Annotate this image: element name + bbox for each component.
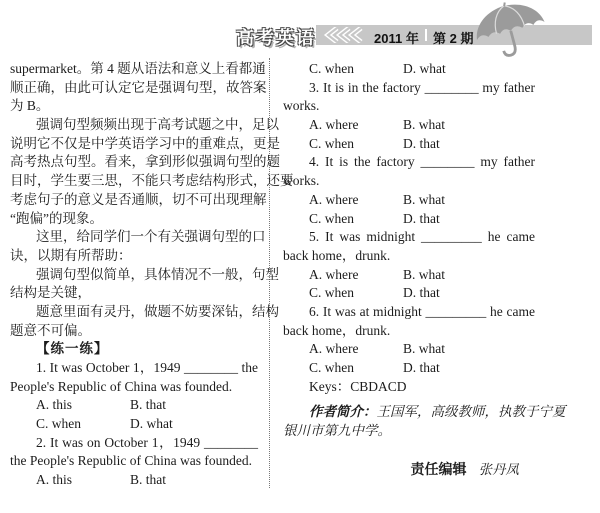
options-line: [283, 284, 535, 303]
option-a: A. where: [309, 191, 359, 207]
option-a: A. this: [36, 472, 73, 488]
options-line: [10, 415, 258, 434]
option-a: C. when: [309, 360, 354, 375]
option-a: A. where: [309, 341, 359, 357]
banner-issue: 第 2 期: [433, 31, 474, 46]
text-line: 说明它不仅是中学英语学习中的重难点，更是: [10, 135, 280, 151]
text-line: 5. It was midnight _________ he came: [309, 229, 535, 245]
text-line: 顺正确，由此可认定它是强调句型，故答案: [10, 79, 267, 95]
text-line: 强调句型似简单，具体情况不一般，句型: [36, 266, 279, 282]
option-b: B. that: [130, 472, 166, 488]
option-b: B. what: [403, 266, 445, 282]
editor-line: [283, 460, 535, 479]
spacer: [283, 441, 535, 460]
banner-separator: [425, 29, 427, 41]
options-line: [283, 191, 535, 210]
text-line: 目时，学生要三思，不能只考虑结构形式，还要: [10, 173, 294, 189]
options-line: [283, 266, 535, 285]
option-a: C. when: [36, 416, 81, 432]
options-line: [283, 210, 535, 229]
right-column: [283, 60, 566, 478]
label: 责任编辑: [410, 460, 467, 477]
label: 作者简介：: [309, 404, 377, 420]
option-a: A. where: [309, 117, 359, 133]
value: 张丹凤: [478, 461, 519, 477]
text-line: 强调句型频频出现于高考试题之中，足以: [36, 117, 279, 133]
text-line: People's Republic of China was founded.: [10, 378, 233, 394]
option-a: C. when: [309, 61, 354, 76]
text-line: 结构是关键，: [10, 285, 91, 301]
option-b: D. what: [403, 61, 446, 76]
option-a: C. when: [309, 210, 354, 226]
option-b: B. what: [403, 341, 445, 357]
text-line: back home，drunk.: [283, 322, 391, 338]
text-line: 1. It was October 1，1949 ________ the: [36, 360, 258, 375]
text-line: 2. It was on October 1，1949 ________: [36, 434, 258, 450]
text-line: works.: [283, 98, 320, 114]
options-line: [283, 340, 535, 359]
author-line: [283, 403, 566, 422]
options-line: [10, 471, 258, 490]
text-line: 诀，以期有所帮助：: [10, 247, 132, 263]
text-line: 【练一练】: [36, 341, 109, 357]
text-line: 这里，给同学们一个有关强调句型的口: [36, 229, 266, 245]
text-line: 题意不可偏。: [10, 322, 91, 338]
umbrella-icon: [470, 2, 550, 58]
option-b: D. that: [403, 360, 440, 375]
option-b: D. what: [130, 416, 173, 432]
option-b: B. what: [403, 191, 445, 207]
text-line: supermarket。第 4 题从语法和意义上看都通: [10, 61, 266, 76]
options-line: [283, 135, 535, 154]
option-b: B. what: [403, 117, 445, 133]
text-line: 题意里面有灵丹，做题不妨要深钻，结构: [36, 303, 279, 319]
text-line: 高考热点句型。看来，拿到形似强调句型的题: [10, 154, 280, 170]
text-line: “跑偏”的现象。: [10, 210, 103, 226]
option-a: C. when: [309, 285, 354, 301]
value: 王国军，高级教师，执教于宁夏: [376, 404, 566, 420]
option-a: A. where: [309, 266, 359, 282]
text-line: back home，drunk.: [283, 247, 391, 263]
option-b: D. that: [403, 210, 440, 226]
options-line: [10, 396, 258, 415]
option-a: C. when: [309, 135, 354, 151]
text-line: 4. It is the factory ________ my father: [309, 154, 535, 170]
banner-year: 2011 年: [374, 31, 419, 46]
option-b: D. that: [403, 285, 440, 301]
text-line: 3. It is in the factory ________ my father: [309, 79, 535, 95]
text-line: Keys：CBDACD: [309, 378, 407, 394]
options-line: [283, 116, 535, 135]
text-line: the People's Republic of China was founded.: [10, 453, 253, 469]
chevrons-left-icon: [323, 27, 367, 43]
magazine-logo: 高考英语: [236, 28, 316, 48]
options-line: [283, 60, 535, 79]
text-line: works.: [283, 173, 320, 189]
spacer: [283, 396, 535, 403]
option-a: A. this: [36, 397, 73, 413]
text-line: 考虑句子的意义是否通顺，切不可出现理解: [10, 191, 267, 207]
left-column: [10, 60, 294, 490]
option-b: D. that: [403, 135, 440, 151]
text-line: 为 B。: [10, 98, 50, 114]
issue-banner: [316, 25, 592, 45]
options-line: [283, 359, 535, 378]
text-line: 银川市第九中学。: [283, 423, 391, 439]
option-b: B. that: [130, 397, 166, 413]
text-line: 6. It was at midnight _________ he came: [309, 303, 535, 319]
